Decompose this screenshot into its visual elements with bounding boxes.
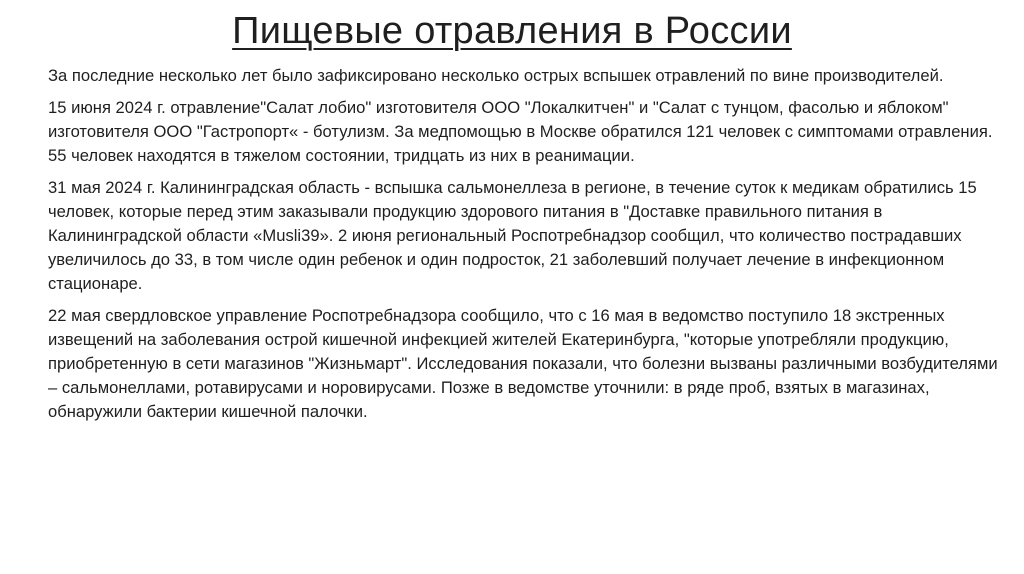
paragraph-june-15: 15 июня 2024 г. отравление"Салат лобио" изготовителя ООО "Локалкитчен" и "Салат с тунцом, фасолью и яблоком" изготовителя ООО "Гастропорт« - ботулизм. За медпомощью в Москве обратился 121 человек с симптомами отравления. 55 человек находятся в тяжелом состоянии, тридцать из них в реанимации. <box>48 98 993 165</box>
slide-body <box>48 64 998 432</box>
paragraph-may-22: 22 мая свердловское управление Роспотребнадзора сообщило, что с 16 мая в ведомство поступило 18 экстренных извещений на заболевания острой кишечной инфекцией жителей Екатеринбурга, "которые употребляли продукцию, приобретенную в сети магазинов "Жизньмарт". Исследования показали, что болезни вызваны различными возбудителями – сальмонеллами, ротавирусами и норовирусами. Позже в ведомстве уточнили: в ряде проб, взятых в магазинах, обнаружили бактерии кишечной палочки. <box>48 306 998 421</box>
paragraph-may-31: 31 мая 2024 г. Калининградская область - вспышка сальмонеллеза в регионе, в течение суток к медикам обратились 15 человек, которые перед этим заказывали продукцию здорового питания в "Доставке правильного питания в Калининградской области «Musli39». 2 июня региональный Роспотребнадзор сообщил, что количество пострадавших увеличилось до 33, в том числе один ребенок и один подросток, 21 заболевший получает лечение в инфекционном стационаре. <box>48 178 977 293</box>
paragraph-intro: За последние несколько лет было зафиксировано несколько острых вспышек отравлений по вине производителей. <box>48 66 944 85</box>
slide-title: Пищевые отравления в России <box>232 10 792 52</box>
